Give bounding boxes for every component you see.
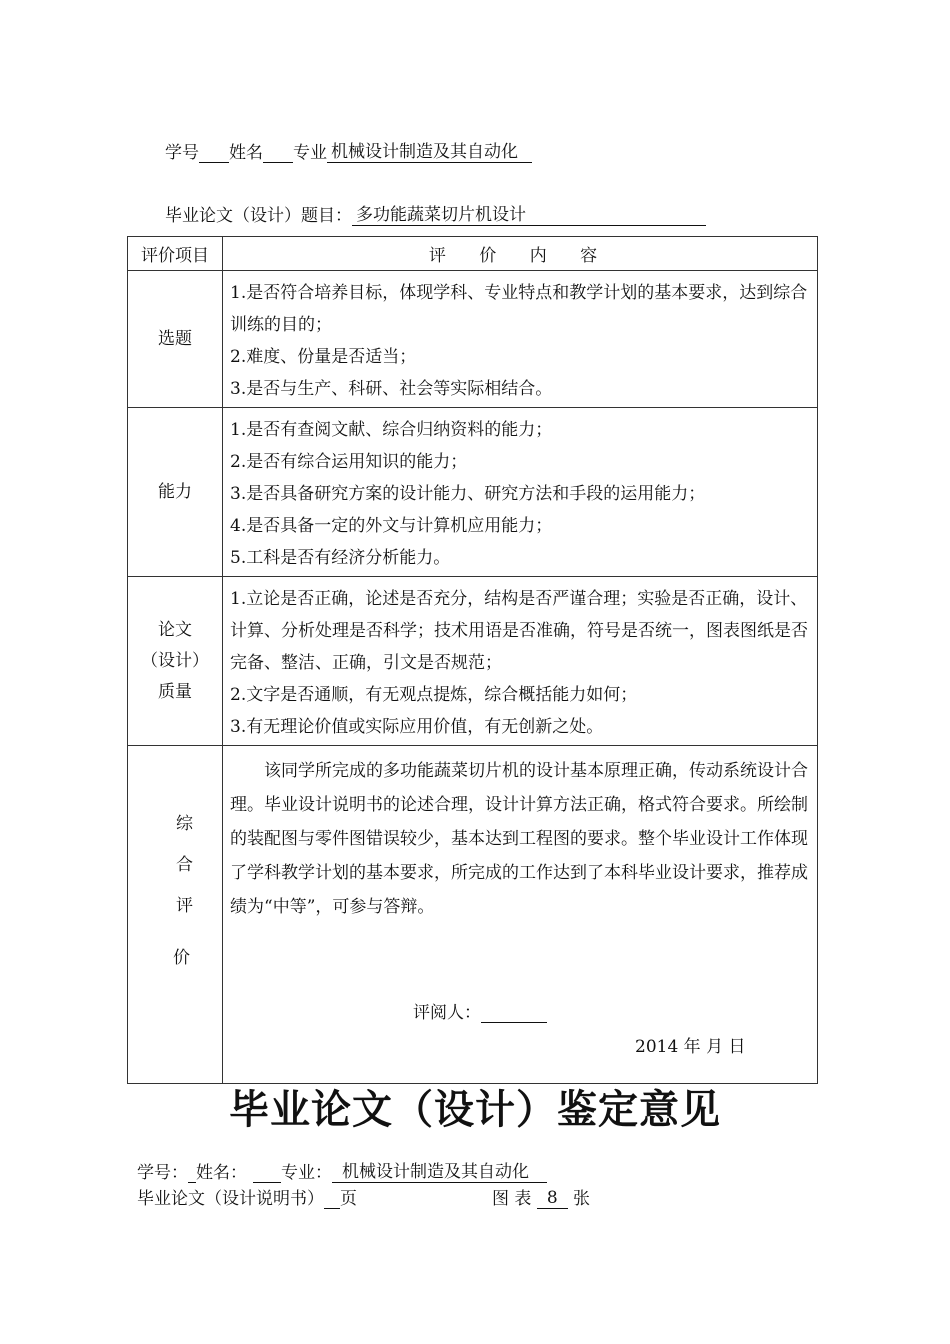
reviewer-blank bbox=[481, 1002, 547, 1023]
evaluation-table bbox=[127, 236, 818, 1084]
appraisal-info-line bbox=[137, 1158, 547, 1183]
reviewer-label: 评阅人： bbox=[413, 1003, 481, 1023]
criteria-item: 3.是否具备研究方案的设计能力、研究方法和手段的运用能力； bbox=[230, 484, 706, 504]
criteria-item: 5.工科是否有经济分析能力。 bbox=[230, 548, 451, 568]
table-row-summary bbox=[128, 746, 818, 1084]
major-value: 机械设计制造及其自动化 bbox=[327, 142, 532, 163]
topic-label: 毕业论文（设计）题目： bbox=[165, 206, 352, 226]
criteria-item: 1.立论是否正确，论述是否充分，结构是否严谨合理；实验是否正确，设计、计算、分析处理是否科学；技术用语是否准确，符号是否统一，图表图纸是否完备、整洁、正确，引文是否规范； bbox=[230, 589, 808, 673]
category-quality-line: 质量 bbox=[158, 681, 192, 702]
summary-char: 评 bbox=[176, 896, 193, 916]
summary-char: 价 bbox=[173, 948, 190, 968]
figures-label: 图 表 bbox=[492, 1189, 532, 1209]
criteria-item: 3.有无理论价值或实际应用价值，有无创新之处。 bbox=[230, 717, 604, 737]
table-row-quality bbox=[128, 577, 818, 746]
appraisal-student-no-label: 学号： bbox=[137, 1163, 188, 1183]
category-quality bbox=[128, 577, 223, 746]
criteria-topic bbox=[223, 271, 818, 408]
appraisal-major-value: 机械设计制造及其自动化 bbox=[332, 1162, 547, 1183]
summary-content bbox=[223, 746, 818, 1084]
figures-count: 8 bbox=[537, 1188, 568, 1209]
summary-text: 该同学所完成的多功能蔬菜切片机的设计基本原理正确，传动系统设计合理。毕业设计说明书的论述合理，设计计算方法正确，格式符合要求。所绘制的装配图与零件图错误较少，基本达到工程图的要求。整个毕业设计工作体现了学科教学计划的基本要求，所完成的工作达到了本科毕业设计要求，推荐成绩为“中等”，可参与答辩。 bbox=[230, 761, 808, 917]
appraisal-student-no-blank bbox=[188, 1162, 196, 1183]
criteria-quality bbox=[223, 577, 818, 746]
appraisal-pages-line bbox=[137, 1184, 357, 1209]
item-header: 评价项目 bbox=[128, 237, 223, 271]
appraisal-title: 毕业论文（设计）鉴定意见 bbox=[229, 1086, 721, 1133]
criteria-item: 2.是否有综合运用知识的能力； bbox=[230, 452, 468, 472]
student-info-line bbox=[165, 138, 532, 163]
table-header-row bbox=[128, 237, 818, 271]
topic-line bbox=[165, 201, 706, 226]
appraisal-major-label: 专业： bbox=[281, 1163, 332, 1183]
criteria-item: 1.是否有查阅文献、综合归纳资料的能力； bbox=[230, 420, 553, 440]
major-label: 专业 bbox=[293, 143, 327, 163]
appraisal-name-label: 姓名： bbox=[196, 1163, 247, 1183]
criteria-item: 1.是否符合培养目标，体现学科、专业特点和教学计划的基本要求，达到综合训练的目的； bbox=[230, 283, 808, 335]
summary-char: 综 bbox=[176, 814, 193, 834]
category-summary bbox=[128, 746, 223, 1084]
category-quality-line: （设计） bbox=[141, 650, 209, 671]
category-topic: 选题 bbox=[128, 271, 223, 408]
student-no-label: 学号 bbox=[165, 143, 199, 163]
category-ability: 能力 bbox=[128, 408, 223, 577]
table-row-topic bbox=[128, 271, 818, 408]
criteria-item: 4.是否具备一定的外文与计算机应用能力； bbox=[230, 516, 553, 536]
topic-value: 多功能蔬菜切片机设计 bbox=[352, 205, 706, 226]
figures-line bbox=[492, 1184, 590, 1209]
criteria-item: 3.是否与生产、科研、社会等实际相结合。 bbox=[230, 379, 553, 399]
criteria-item: 2.难度、份量是否适当； bbox=[230, 347, 417, 367]
criteria-ability bbox=[223, 408, 818, 577]
reviewer-line bbox=[413, 998, 547, 1023]
summary-char: 合 bbox=[176, 855, 193, 875]
pages-suffix: 页 bbox=[340, 1189, 357, 1209]
thesis-label: 毕业论文（设计说明书） bbox=[137, 1189, 324, 1209]
criteria-item: 2.文字是否通顺，有无观点提炼，综合概括能力如何； bbox=[230, 685, 638, 705]
appraisal-name-blank bbox=[253, 1162, 281, 1183]
name-label: 姓名 bbox=[229, 143, 263, 163]
review-date: 2014 年 月 日 bbox=[635, 1037, 746, 1057]
content-header: 评 价 内 容 bbox=[223, 237, 818, 271]
category-quality-line: 论文 bbox=[158, 619, 192, 640]
student-no-blank bbox=[199, 142, 229, 163]
name-blank bbox=[263, 142, 293, 163]
pages-blank bbox=[324, 1188, 340, 1209]
table-row-ability bbox=[128, 408, 818, 577]
figures-suffix: 张 bbox=[573, 1189, 591, 1209]
